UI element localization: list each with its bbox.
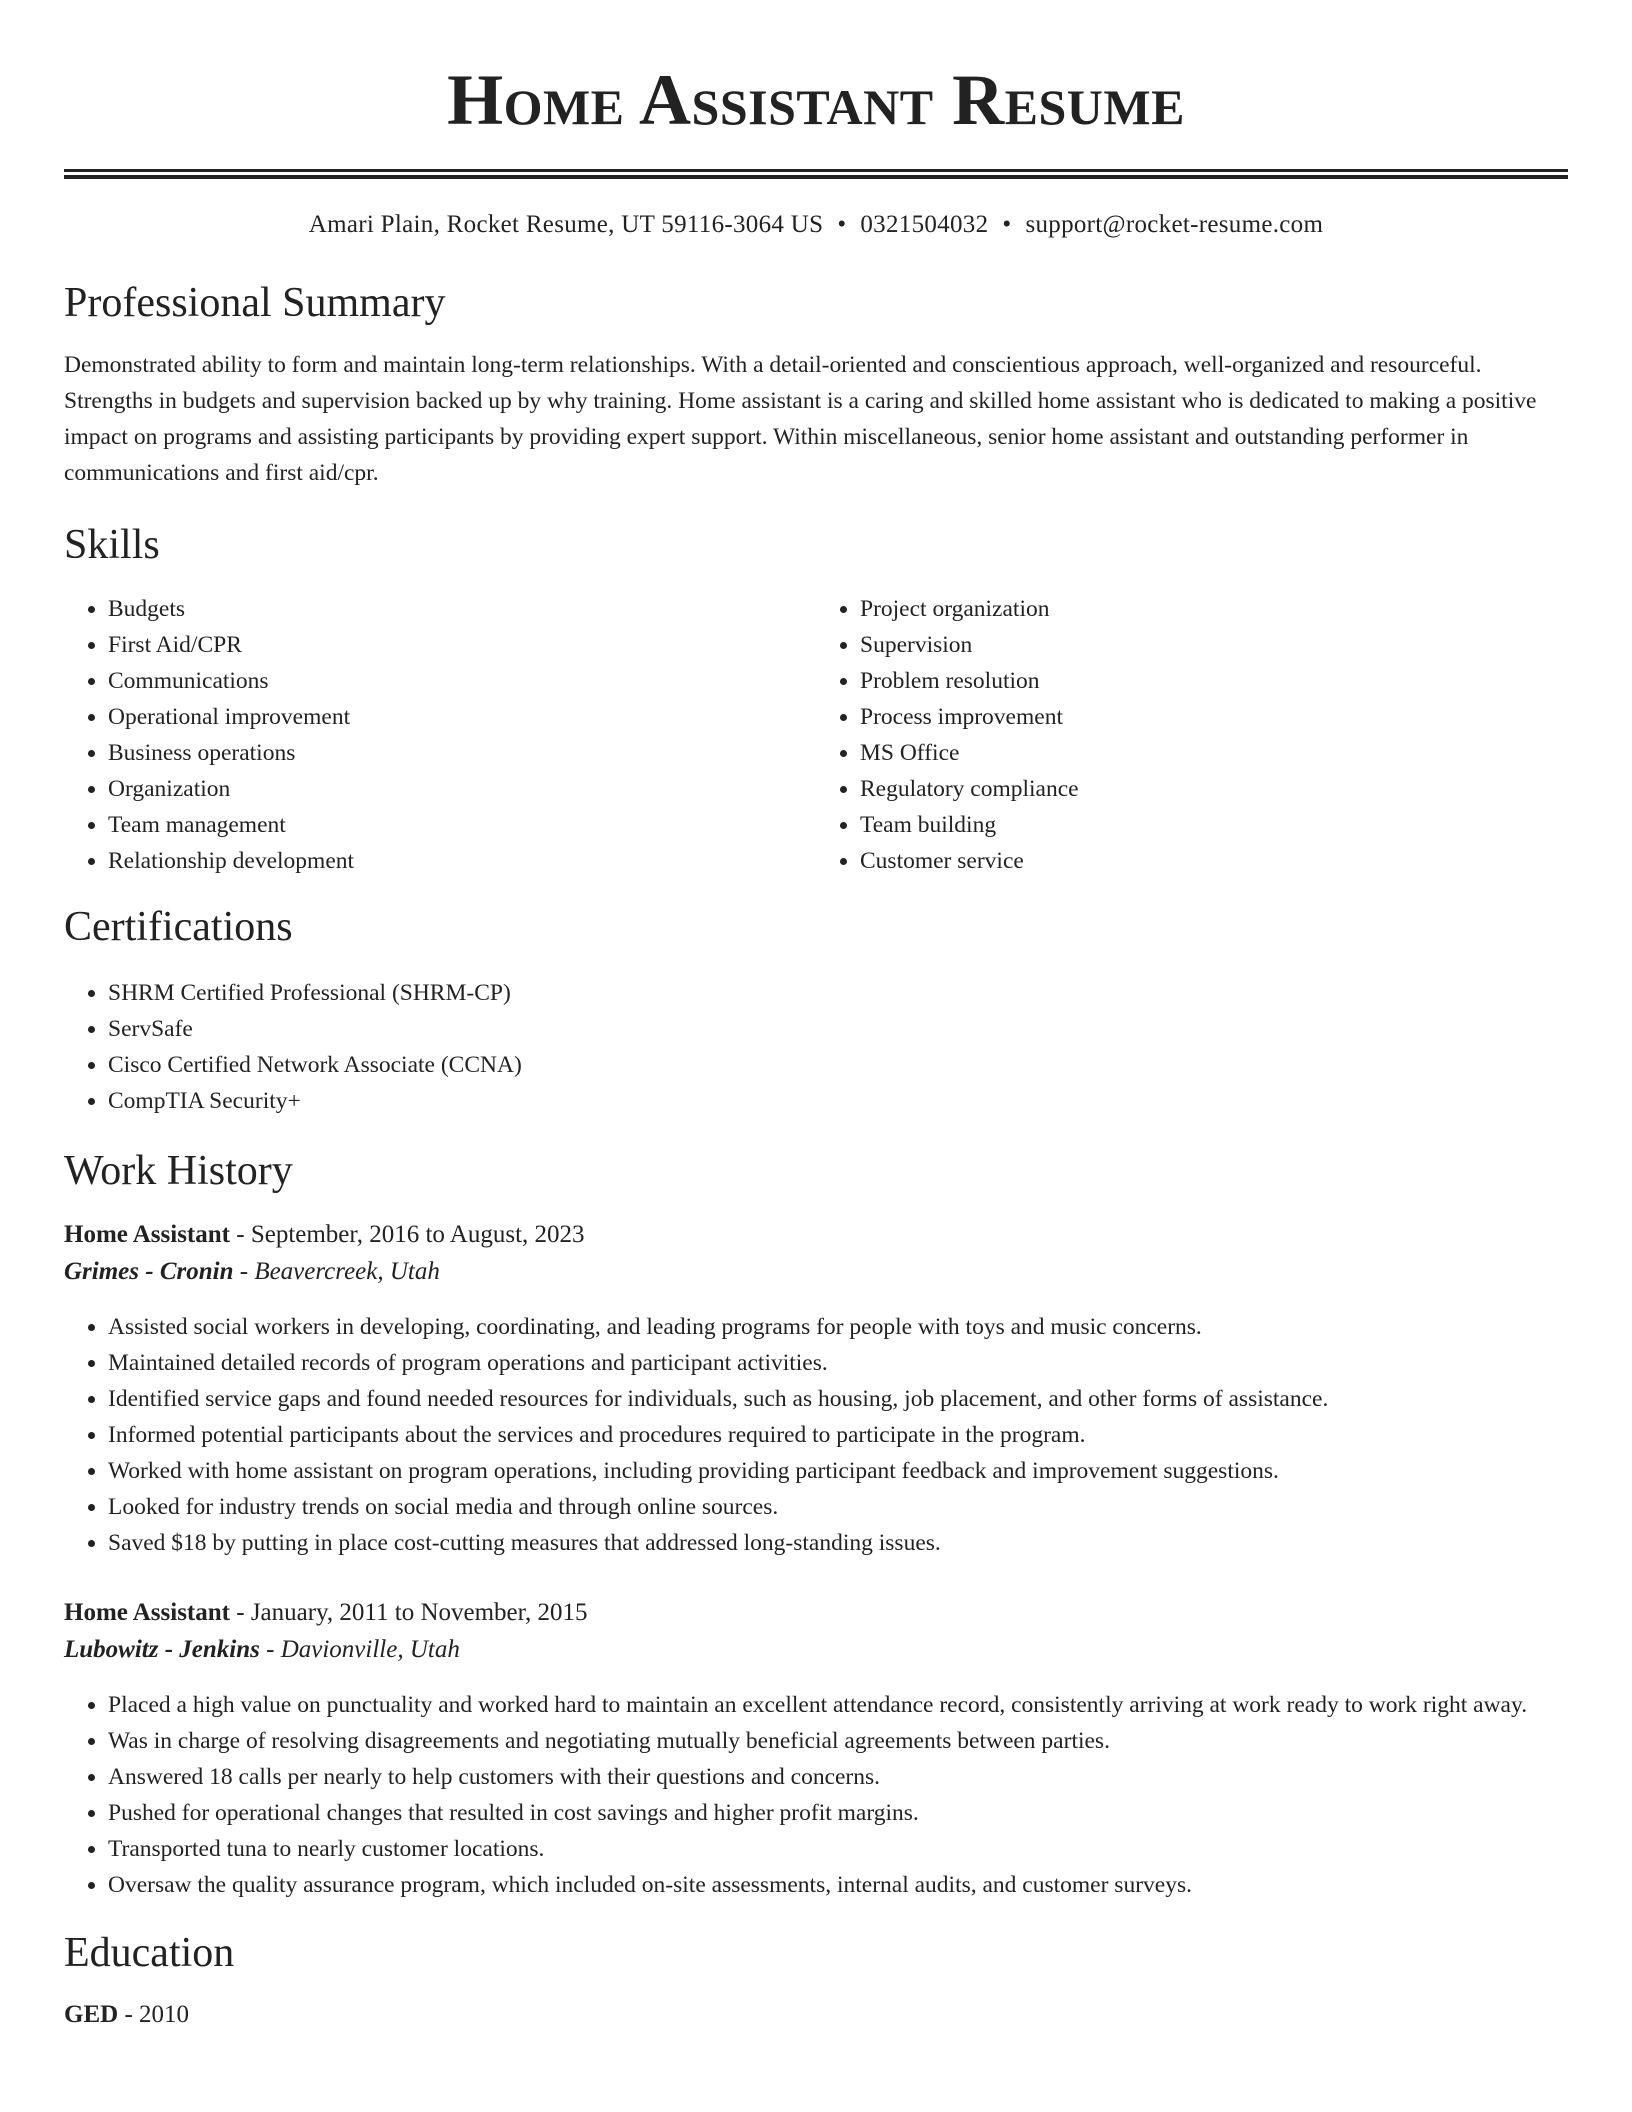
dash-separator: - [233,1258,255,1285]
job-bullet: • Looked for industry trends on social media and through online sources. [108,1489,1568,1525]
work-history-heading: Work History [64,1148,293,1194]
job-role: Home Assistant [64,1221,230,1248]
certification-item: • SHRM Certified Professional (SHRM-CP) [108,975,1568,1011]
contact-phone: 0321504032 [860,211,989,238]
education-year: 2010 [139,2001,190,2028]
contact-separator: • [837,211,847,238]
job-location: Davionville, Utah [280,1636,460,1663]
job-bullet: • Assisted social workers in developing, coordinating, and leading programs for people with toys and music concerns. [108,1309,1568,1345]
job-bullet: • Answered 18 calls per nearly to help customers with their questions and concerns. [108,1759,1568,1795]
job-bullet-list [64,1309,1568,1561]
dash-separator: - [118,2001,140,2028]
job-bullet: • Oversaw the quality assurance program, which included on-site assessments, internal audits, and customer surveys. [108,1867,1568,1903]
skill-item: • Process improvement [860,699,1568,735]
skill-item: • Budgets [108,591,816,627]
job-dates: September, 2016 to August, 2023 [250,1221,585,1248]
contact-line [64,209,1568,241]
summary-heading: Professional Summary [64,280,446,326]
contact-email: support@rocket-resume.com [1025,211,1324,238]
skills-heading: Skills [64,522,160,568]
skills-right-column [816,591,1568,879]
job-company-line [64,1631,1568,1669]
resume-title: Home Assistant Resume [447,60,1185,140]
skill-item: • Team building [860,807,1568,843]
job-bullet: • Informed potential participants about the services and procedures required to participate in the program. [108,1417,1568,1453]
job-bullet-list [64,1687,1568,1903]
education-entry [64,1997,1568,2033]
skill-item: • Relationship development [108,843,816,879]
certifications-heading: Certifications [64,904,293,950]
job-bullet: • Pushed for operational changes that resulted in cost savings and higher profit margins. [108,1795,1568,1831]
certification-item: • Cisco Certified Network Associate (CCNA) [108,1047,1568,1083]
title-double-rule [64,169,1568,179]
job-bullet: • Worked with home assistant on program operations, including providing participant feedback and improvement suggestions. [108,1453,1568,1489]
skill-item: • Problem resolution [860,663,1568,699]
job-bullet: • Identified service gaps and found needed resources for individuals, such as housing, job placement, and other forms of assistance. [108,1381,1568,1417]
skill-item: • Operational improvement [108,699,816,735]
job-bullet: • Was in charge of resolving disagreements and negotiating mutually beneficial agreements between parties. [108,1723,1568,1759]
certifications-list [64,975,1568,1119]
job-entry [64,1217,1568,1561]
dash-separator: - [229,1221,251,1248]
job-company: Grimes - Cronin [64,1258,234,1285]
dash-separator: - [229,1599,251,1626]
skill-item: • Customer service [860,843,1568,879]
skill-item: • MS Office [860,735,1568,771]
job-title-line [64,1217,1568,1253]
education-heading: Education [64,1930,235,1976]
skill-item: • Regulatory compliance [860,771,1568,807]
job-entry [64,1595,1568,1903]
skill-item: • Communications [108,663,816,699]
job-title-line [64,1595,1568,1631]
contact-address: Amari Plain, Rocket Resume, UT 59116-3064 US [308,211,824,238]
job-bullet: • Transported tuna to nearly customer locations. [108,1831,1568,1867]
job-company: Lubowitz - Jenkins [64,1636,260,1663]
skills-left-column [64,591,816,879]
contact-separator: • [1002,211,1012,238]
job-role: Home Assistant [64,1599,230,1626]
summary-text: Demonstrated ability to form and maintain long-term relationships. With a detail-oriented and conscientious approach, well-organized and resourceful. Strengths in budgets and supervision backed up by why training. Home assistant is a caring and skilled home assistant who is dedicated to making a positive impact on programs and assisting participants by providing expert support. Within miscellaneous, senior home assistant and outstanding performer in communications and first aid/cpr. [64,352,1537,486]
job-bullet: • Maintained detailed records of program operations and participant activities. [108,1345,1568,1381]
skill-item: • Team management [108,807,816,843]
education-degree: GED [64,2001,119,2028]
skill-item: • Business operations [108,735,816,771]
job-bullet: • Placed a high value on punctuality and worked hard to maintain an excellent attendance record, consistently arriving at work ready to work right away. [108,1687,1568,1723]
skill-item: • Supervision [860,627,1568,663]
job-dates: January, 2011 to November, 2015 [250,1599,588,1626]
certification-item: • CompTIA Security+ [108,1083,1568,1119]
skill-item: • First Aid/CPR [108,627,816,663]
job-company-line [64,1253,1568,1291]
skill-item: • Project organization [860,591,1568,627]
job-bullet: • Saved $18 by putting in place cost-cutting measures that addressed long-standing issues. [108,1525,1568,1561]
certification-item: • ServSafe [108,1011,1568,1047]
skills-grid [64,591,1568,879]
job-location: Beavercreek, Utah [254,1258,440,1285]
dash-separator: - [259,1636,281,1663]
skill-item: • Organization [108,771,816,807]
